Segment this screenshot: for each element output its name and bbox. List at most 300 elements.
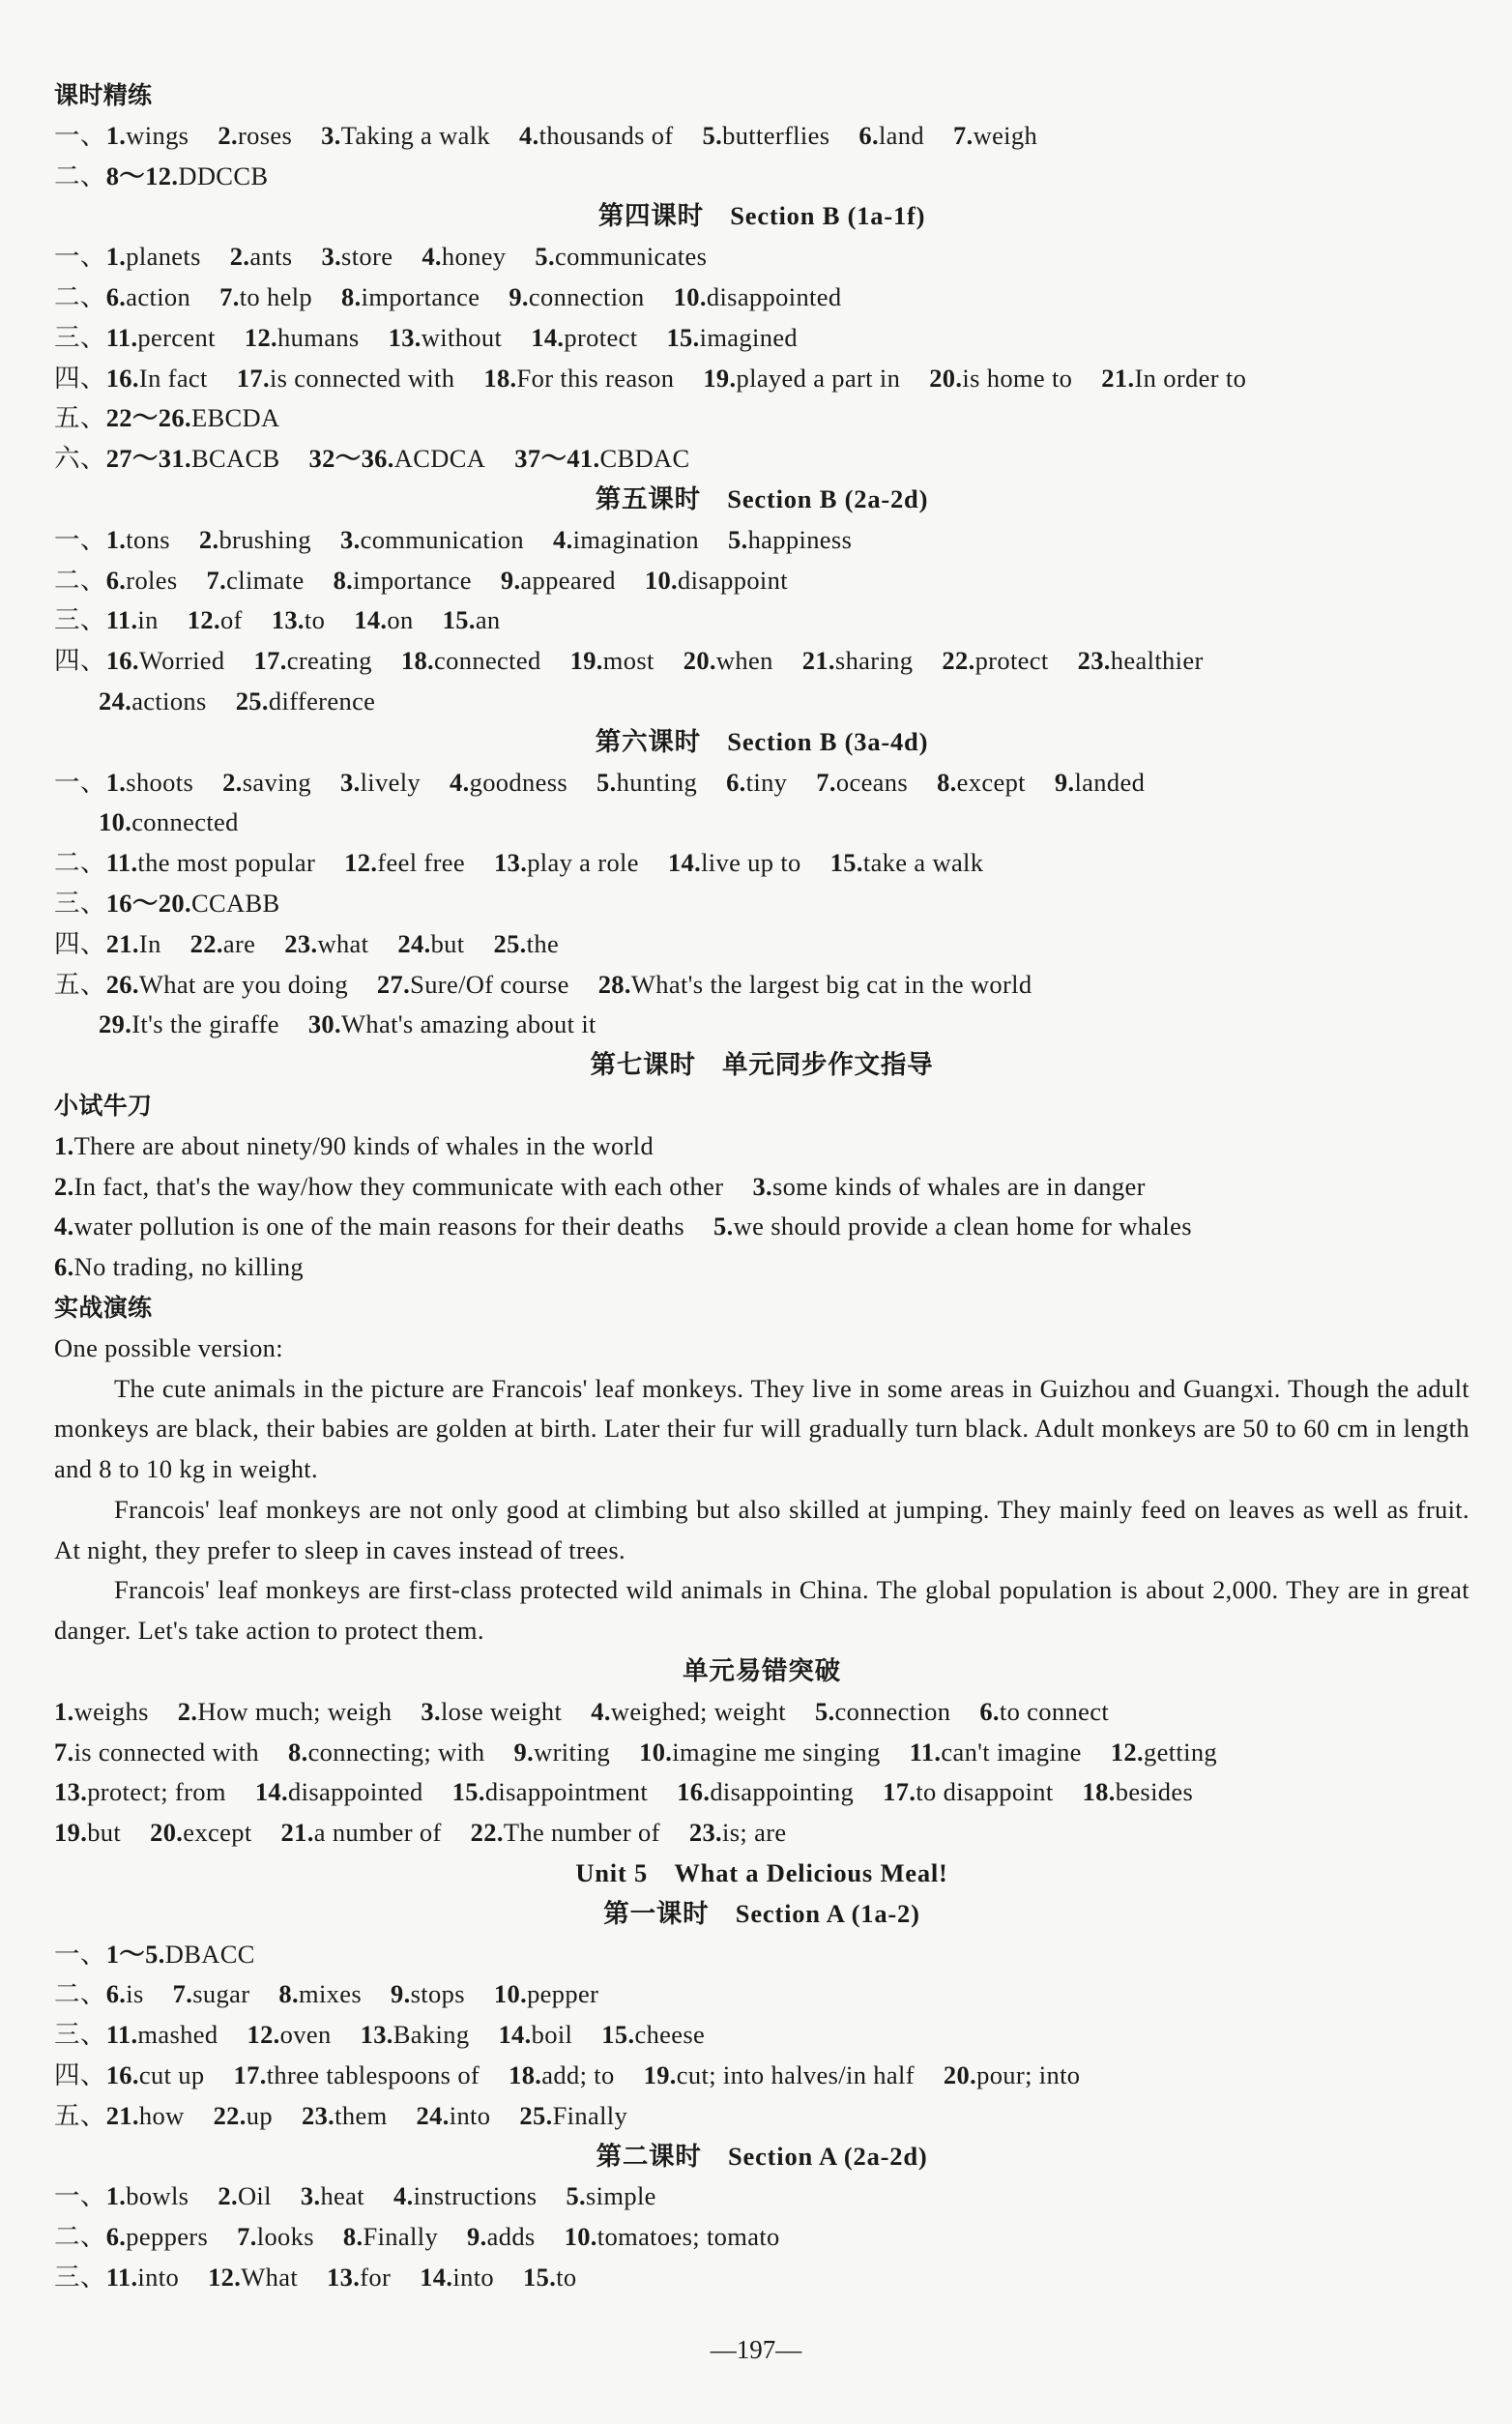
answer-line xyxy=(54,763,1469,803)
answer-text: disappoint xyxy=(678,565,788,595)
question-number: 23. xyxy=(284,928,318,958)
question-number: 4. xyxy=(422,242,442,272)
answer-item xyxy=(99,807,239,836)
answer-item xyxy=(494,848,639,877)
answer-text: What are you doing xyxy=(138,969,348,999)
answer-text: roses xyxy=(237,120,293,150)
question-number: 3. xyxy=(321,120,341,150)
answer-item xyxy=(979,1697,1109,1726)
question-number: 27～31. xyxy=(105,444,191,474)
answer-item xyxy=(501,566,616,595)
answer-item xyxy=(514,444,689,473)
question-number: 24. xyxy=(397,928,431,958)
question-number: 2. xyxy=(222,767,243,797)
answer-item xyxy=(397,929,464,958)
answer-item xyxy=(106,2101,185,2130)
question-number: 32～36. xyxy=(308,444,394,474)
lesson-title: 第一课时 Section A (1a-2) xyxy=(603,1898,920,1928)
answer-line xyxy=(54,1126,1469,1167)
answer-text: except xyxy=(183,1818,252,1848)
question-number: 3. xyxy=(421,1696,441,1726)
answer-item xyxy=(514,1738,611,1767)
question-number: 22～26. xyxy=(105,403,191,433)
answer-item xyxy=(99,686,207,716)
answer-item xyxy=(494,1979,598,2008)
answer-item xyxy=(54,1131,654,1160)
answer-line xyxy=(54,520,1469,561)
question-number: 8. xyxy=(937,767,957,797)
question-number: 20. xyxy=(943,2060,977,2090)
answer-line xyxy=(54,398,1469,439)
question-number: 15. xyxy=(523,2263,557,2293)
answer-item xyxy=(421,1697,562,1726)
answer-text: what xyxy=(317,928,369,958)
answer-text: water pollution is one of the main reasons for their deaths xyxy=(73,1212,685,1241)
question-number: 5. xyxy=(535,242,555,272)
answer-line xyxy=(54,277,1469,318)
answer-item xyxy=(689,1818,787,1847)
answer-text: What xyxy=(241,2263,299,2293)
answer-item xyxy=(483,364,674,393)
question-number: 6. xyxy=(726,767,746,797)
answer-line xyxy=(54,2176,1469,2217)
question-number: 25. xyxy=(235,686,269,716)
question-number: 9. xyxy=(1054,767,1075,797)
answer-item xyxy=(422,242,506,271)
answer-text: we should provide a clean home for whales xyxy=(733,1212,1192,1241)
answer-item xyxy=(106,242,201,271)
answer-item xyxy=(553,525,699,554)
answer-item xyxy=(816,768,908,797)
answer-line xyxy=(54,2258,1469,2298)
question-number: 1. xyxy=(105,524,127,554)
answer-item xyxy=(596,768,697,797)
section-marker: 三、 xyxy=(54,2020,106,2050)
answer-item xyxy=(566,2181,655,2210)
question-number: 11. xyxy=(105,322,138,352)
question-number: 1. xyxy=(105,120,127,150)
answer-item xyxy=(190,929,256,958)
answer-text: difference xyxy=(268,686,376,716)
question-number: 23. xyxy=(301,2100,335,2130)
answer-line xyxy=(54,157,1469,197)
answer-text: without xyxy=(421,322,503,352)
answer-text: ACDCA xyxy=(393,444,486,474)
question-number: 37～41. xyxy=(514,444,600,474)
answer-text: is xyxy=(126,1979,144,2009)
question-number: 5. xyxy=(814,1696,835,1726)
answer-item xyxy=(535,242,707,271)
answer-text: peppers xyxy=(126,2222,209,2252)
question-number: 4. xyxy=(552,524,573,554)
answer-item xyxy=(106,768,193,797)
answer-item xyxy=(245,323,360,352)
answer-text: imagined xyxy=(699,322,799,352)
answer-item xyxy=(173,1979,250,2008)
question-number: 12. xyxy=(1110,1737,1144,1767)
answer-item xyxy=(519,2101,627,2130)
answer-item xyxy=(106,121,189,150)
answer-item xyxy=(683,646,773,675)
answer-item xyxy=(1078,646,1204,675)
answer-text: It's the giraffe xyxy=(131,1009,279,1039)
answer-text: Finally xyxy=(363,2222,439,2252)
question-number: 11. xyxy=(909,1737,942,1767)
answer-line xyxy=(54,2056,1469,2096)
answer-item xyxy=(327,2263,391,2292)
answer-text: play a role xyxy=(527,848,639,878)
answer-item xyxy=(703,364,900,393)
question-number: 8. xyxy=(278,1979,299,2009)
answer-item xyxy=(54,1212,684,1241)
answer-item xyxy=(54,1818,121,1847)
answer-text: In xyxy=(138,928,161,958)
answer-item xyxy=(389,323,503,352)
question-number: 1. xyxy=(105,767,127,797)
question-number: 10. xyxy=(673,281,707,311)
answer-line xyxy=(54,843,1469,884)
answer-text: connected xyxy=(131,807,239,837)
question-number: 19. xyxy=(54,1818,88,1848)
answer-line xyxy=(54,2015,1469,2056)
answer-item xyxy=(340,525,524,554)
answer-text: are xyxy=(222,928,256,958)
question-number: 11. xyxy=(105,2020,138,2050)
answer-text: to xyxy=(304,605,326,635)
answer-item xyxy=(509,282,644,311)
answer-item xyxy=(218,2181,272,2210)
answer-text: brushing xyxy=(218,524,311,554)
answer-text: stops xyxy=(410,1979,465,2009)
answer-line xyxy=(54,359,1469,399)
answer-text: add; to xyxy=(541,2060,615,2090)
question-number: 22. xyxy=(213,2100,247,2130)
answer-text: an xyxy=(475,605,501,635)
section-marker: 三、 xyxy=(54,888,106,918)
answer-text: them xyxy=(334,2100,388,2130)
section-marker: 五、 xyxy=(54,403,106,433)
answer-line xyxy=(54,1692,1469,1733)
section-marker: 四、 xyxy=(54,363,106,393)
answer-text: weighed; weight xyxy=(610,1696,786,1726)
answer-text: to connect xyxy=(999,1696,1110,1726)
answer-text: Sure/Of course xyxy=(410,969,569,999)
answer-item xyxy=(237,364,455,393)
answer-text: to xyxy=(556,2263,577,2293)
answer-item xyxy=(354,605,413,634)
answer-item xyxy=(493,929,559,958)
answer-text: ants xyxy=(249,242,293,272)
question-number: 2. xyxy=(229,242,250,272)
answer-text: How much; weigh xyxy=(197,1696,393,1726)
question-number: 14. xyxy=(498,2020,532,2050)
answer-item xyxy=(106,970,348,999)
answer-item xyxy=(219,282,312,311)
question-number: 2. xyxy=(218,2181,238,2211)
answer-text: actions xyxy=(131,686,207,716)
answer-text: planets xyxy=(126,242,201,272)
answer-text: take a walk xyxy=(862,848,984,878)
section-marker: 二、 xyxy=(54,565,106,595)
answer-item xyxy=(284,929,368,958)
answer-item xyxy=(471,1818,660,1847)
answer-text: boil xyxy=(531,2020,573,2050)
question-number: 29. xyxy=(99,1009,132,1039)
question-number: 7. xyxy=(54,1737,74,1767)
question-number: 14. xyxy=(420,2263,453,2293)
question-number: 7. xyxy=(206,565,227,595)
answer-text: What's amazing about it xyxy=(341,1009,596,1039)
answer-item xyxy=(343,2222,438,2251)
section-marker: 四、 xyxy=(54,928,106,958)
answer-text: What's the largest big cat in the world xyxy=(630,969,1032,999)
answer-item xyxy=(281,1818,442,1847)
question-number: 14. xyxy=(531,322,565,352)
answer-text: three tablespoons of xyxy=(266,2060,480,2090)
answer-text: thousands of xyxy=(538,120,674,150)
answer-text: importance xyxy=(361,281,480,311)
answer-line xyxy=(54,682,1469,722)
answer-text: bowls xyxy=(126,2181,189,2211)
essay-paragraph: Francois' leaf monkeys are not only good at climbing but also skilled at jumping. They mainly feed on leaves as well as fruit. At night, they prefer to sleep in caves instead of trees. xyxy=(54,1494,1469,1564)
answer-text: for xyxy=(360,2263,392,2293)
essay-paragraph: Francois' leaf monkeys are first-class protected wild animals in China. The global population is about 2,000. They are in great danger. Let's take action to protect them. xyxy=(54,1575,1469,1646)
answer-text: weighs xyxy=(73,1696,149,1726)
question-number: 2. xyxy=(218,120,238,150)
section-marker: 四、 xyxy=(54,646,106,676)
answer-item xyxy=(523,2263,577,2292)
question-number: 2. xyxy=(177,1696,198,1726)
answer-item xyxy=(321,242,393,271)
answer-text: except xyxy=(956,767,1026,797)
answer-text: a number of xyxy=(313,1818,442,1848)
question-number: 12. xyxy=(244,322,278,352)
answer-text: weigh xyxy=(973,120,1038,150)
answer-item xyxy=(417,2101,491,2130)
section-marker: 二、 xyxy=(54,2222,106,2252)
answer-item xyxy=(815,1697,950,1726)
answer-text: importance xyxy=(353,565,472,595)
answer-item xyxy=(106,161,269,190)
answer-text: DDCCB xyxy=(178,161,269,190)
question-number: 28. xyxy=(597,969,631,999)
answer-item xyxy=(1111,1738,1217,1767)
answer-text: lively xyxy=(360,767,422,797)
answer-line xyxy=(54,965,1469,1006)
answer-text: lose weight xyxy=(440,1696,563,1726)
answer-text: There are about ninety/90 kinds of whales in the world xyxy=(73,1130,654,1160)
answer-item xyxy=(199,525,311,554)
section-marker: 一、 xyxy=(54,524,106,554)
answer-text: live up to xyxy=(701,848,801,878)
answer-line xyxy=(54,803,1469,843)
answer-item xyxy=(234,2060,480,2089)
section-marker: 二、 xyxy=(54,848,106,878)
answer-text: protect xyxy=(974,646,1049,676)
answer-line xyxy=(54,1167,1469,1208)
section-marker: 一、 xyxy=(54,120,106,150)
answer-item xyxy=(450,768,567,797)
answer-text: Worried xyxy=(138,646,225,676)
answer-text: protect xyxy=(564,322,638,352)
question-number: 5. xyxy=(713,1212,734,1241)
question-number: 5. xyxy=(596,767,617,797)
answer-text: healthier xyxy=(1110,646,1204,676)
answer-item xyxy=(509,2060,615,2089)
answer-text: can't imagine xyxy=(941,1737,1082,1767)
section-marker: 三、 xyxy=(54,2263,106,2293)
answer-item xyxy=(222,768,311,797)
answer-item xyxy=(106,2020,218,2049)
answer-item xyxy=(1083,1777,1194,1806)
answer-text: oven xyxy=(279,2020,332,2050)
answer-item xyxy=(106,444,280,473)
section-marker: 一、 xyxy=(54,242,106,272)
essay-paragraph: The cute animals in the picture are Francois' leaf monkeys. They live in some areas in Guizhou and Guangxi. Though the adult monkeys are black, their babies are golden at birth. Later their fur will gradually turn black. Adult monkeys are 50 to 60 cm in length and 8 to 10 kg in weight. xyxy=(54,1373,1469,1484)
answer-text: heat xyxy=(320,2181,364,2211)
question-number: 1. xyxy=(54,1130,74,1160)
question-number: 24. xyxy=(416,2100,450,2130)
answer-line xyxy=(54,1005,1469,1045)
question-number: 21. xyxy=(105,928,139,958)
answer-line xyxy=(54,600,1469,641)
answer-item xyxy=(910,1738,1082,1767)
question-number: 22. xyxy=(470,1818,504,1848)
answer-text: DBACC xyxy=(164,1939,255,1969)
answer-text: looks xyxy=(256,2222,314,2252)
answer-item xyxy=(106,605,159,634)
page-number: —197— xyxy=(710,2335,802,2364)
answer-item xyxy=(598,970,1032,999)
section-marker: 一、 xyxy=(54,1939,106,1969)
answer-item xyxy=(106,929,161,958)
question-number: 16. xyxy=(105,2060,139,2090)
answer-text: CBDAC xyxy=(599,444,690,474)
answer-item xyxy=(106,2181,189,2210)
answer-text: saving xyxy=(242,767,311,797)
question-number: 18. xyxy=(1082,1777,1116,1807)
question-number: 13. xyxy=(360,2020,393,2050)
question-number: 25. xyxy=(519,2100,553,2130)
answer-text: disappointed xyxy=(288,1777,423,1807)
question-number: 13. xyxy=(494,848,528,878)
answer-item xyxy=(255,1777,423,1806)
question-number: 27. xyxy=(376,969,411,999)
question-number: 7. xyxy=(172,1979,193,2009)
section-heading: 小试牛刀 xyxy=(54,1091,153,1120)
answer-text: most xyxy=(602,646,654,676)
answer-text: cut up xyxy=(138,2060,205,2090)
answer-item xyxy=(54,1252,304,1281)
question-number: 5. xyxy=(566,2181,587,2211)
answer-text: is connected with xyxy=(73,1737,259,1767)
answer-text: connecting; with xyxy=(307,1737,485,1767)
answer-item xyxy=(443,605,501,634)
answer-text: store xyxy=(341,242,393,272)
answer-text: pepper xyxy=(527,1979,599,2009)
section-marker: 三、 xyxy=(54,605,106,635)
answer-item xyxy=(340,768,421,797)
answer-item xyxy=(254,646,372,675)
answer-item xyxy=(703,121,830,150)
question-number: 12. xyxy=(344,848,378,878)
section-marker: 三、 xyxy=(54,322,106,352)
answer-item xyxy=(207,566,305,595)
question-number: 7. xyxy=(953,120,974,150)
question-number: 1. xyxy=(105,242,127,272)
question-number: 4. xyxy=(450,767,470,797)
answer-text: Finally xyxy=(552,2100,628,2130)
question-number: 11. xyxy=(105,848,138,878)
answer-text: In fact xyxy=(138,363,208,393)
answer-item xyxy=(601,2020,705,2049)
lesson-title: Unit 5 What a Delicious Meal! xyxy=(575,1858,948,1888)
answer-text: to help xyxy=(239,281,313,311)
question-number: 17. xyxy=(233,2060,267,2090)
answer-text: protect; from xyxy=(87,1777,226,1807)
question-number: 17. xyxy=(253,646,287,676)
question-number: 14. xyxy=(354,605,388,635)
question-number: 15. xyxy=(666,322,700,352)
answer-item xyxy=(54,1172,723,1201)
question-number: 12. xyxy=(187,605,220,635)
answer-item xyxy=(272,605,326,634)
answer-item xyxy=(236,686,376,716)
answer-text: sugar xyxy=(192,1979,250,2009)
answer-item xyxy=(726,768,787,797)
answer-text: how xyxy=(138,2100,185,2130)
answer-item xyxy=(341,282,480,311)
question-number: 3. xyxy=(752,1171,773,1201)
answer-item xyxy=(54,1697,149,1726)
question-number: 18. xyxy=(509,2060,542,2090)
answer-text: goodness xyxy=(469,767,568,797)
answer-text: appeared xyxy=(520,565,616,595)
lesson-title: 第五课时 Section B (2a-2d) xyxy=(595,483,929,513)
answer-item xyxy=(309,444,486,473)
answer-text: besides xyxy=(1115,1777,1194,1807)
answer-text: pour; into xyxy=(976,2060,1081,2090)
answer-line xyxy=(54,1974,1469,2015)
answer-text: wings xyxy=(126,120,189,150)
question-number: 15. xyxy=(601,2020,635,2050)
question-number: 3. xyxy=(300,2181,321,2211)
answer-item xyxy=(150,1818,251,1847)
question-number: 5. xyxy=(728,524,748,554)
answer-line xyxy=(54,116,1469,157)
answer-item xyxy=(230,242,293,271)
answer-text: action xyxy=(126,281,191,311)
answer-text: happiness xyxy=(747,524,853,554)
answer-item xyxy=(106,2060,205,2089)
answer-text: into xyxy=(449,2100,491,2130)
question-number: 10. xyxy=(99,807,132,837)
answer-item xyxy=(178,1697,393,1726)
question-number: 22. xyxy=(942,646,975,676)
answer-text: when xyxy=(715,646,773,676)
question-number: 4. xyxy=(54,1212,74,1241)
question-number: 10. xyxy=(639,1737,673,1767)
answer-text: landed xyxy=(1074,767,1146,797)
answer-item xyxy=(1101,364,1246,393)
answer-line xyxy=(54,641,1469,682)
question-number: 13. xyxy=(327,2263,361,2293)
question-number: 21. xyxy=(801,646,835,676)
answer-item xyxy=(301,2181,364,2210)
question-number: 21. xyxy=(105,2100,139,2130)
answer-item xyxy=(308,1009,596,1038)
answer-line xyxy=(54,237,1469,277)
